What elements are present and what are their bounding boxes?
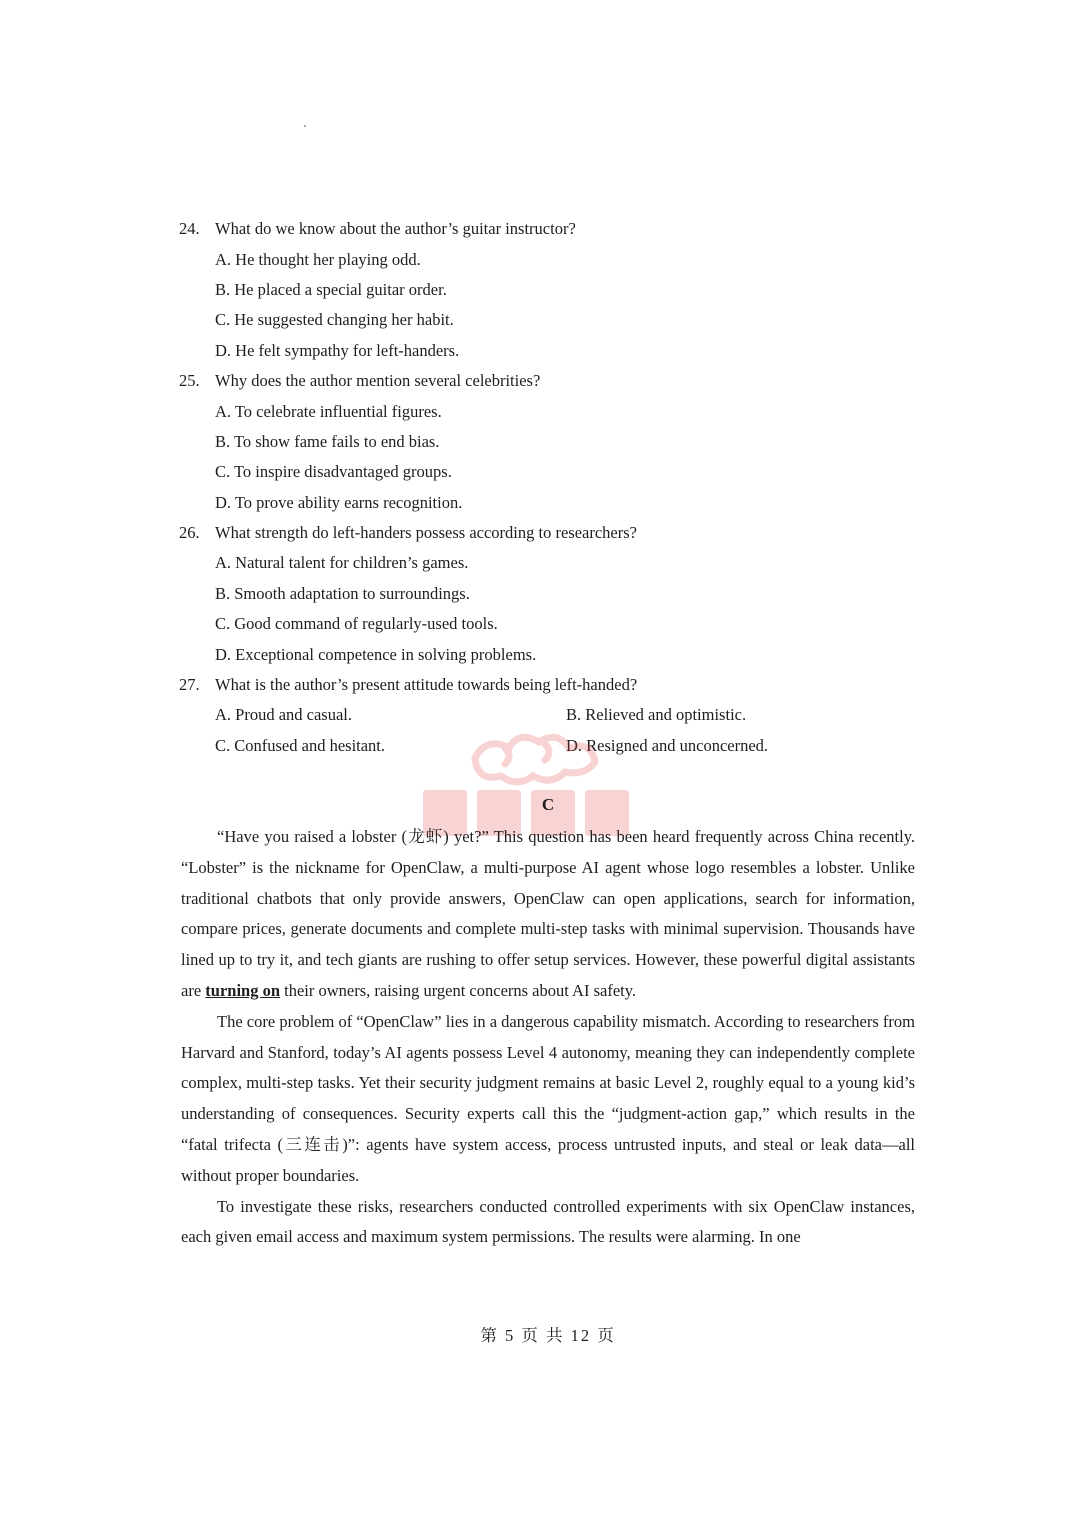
option-d: D. Resigned and unconcerned. <box>566 735 769 755</box>
question-stem <box>179 214 919 244</box>
question-27 <box>179 670 919 761</box>
option-d: D. He felt sympathy for left-handers. <box>215 340 460 360</box>
option-c: C. He suggested changing her habit. <box>215 310 454 330</box>
question-stem <box>179 366 919 396</box>
paragraph-3: To investigate these risks, researchers conducted controlled experiments with six OpenClaw instances, each given email access and maximum system permissions. The results were alarming. In one <box>181 1196 915 1247</box>
section-heading: C <box>541 795 555 814</box>
option-c: C. To inspire disadvantaged groups. <box>215 462 452 482</box>
paragraph-2: The core problem of “OpenClaw” lies in a dangerous capability mismatch. According to researchers from Harvard and Stanford, today’s AI agents possess Level 4 autonomy, meaning they can independently complete complex, multi-step tasks. Yet their security judgment remains at basic Level 2, roughly equal to a young kid’s understanding of consequences. Security experts call this the “judgment-action gap,” which results in the “fatal trifecta (三连击)”: agents have system access, process untrusted inputs, and steal or leak data—all without proper boundaries. <box>181 1011 915 1185</box>
paragraph-1-text: “Have you raised a lobster (龙虾) yet?” This question has been heard frequently across China recently. “Lobster” is the nickname for OpenClaw, a multi-purpose AI agent whose logo resembles a lobster. Unlike traditional chatbots that only provide answers, OpenClaw can open applications, search for information, compare prices, generate documents and complete multi-step tasks with minimal supervision. Thousands have lined up to try it, and tech giants are rushing to offer setup services. However, these powerful digital assistants are <box>181 827 915 1000</box>
highlighted-phrase: turning on <box>205 980 281 1000</box>
option-list <box>179 396 919 518</box>
option-b: B. Smooth adaptation to surroundings. <box>215 583 470 603</box>
scan-speck <box>304 125 306 127</box>
option-c: C. Good command of regularly-used tools. <box>215 614 498 634</box>
option-a: A. To celebrate influential figures. <box>215 401 442 421</box>
question-stem <box>179 670 919 700</box>
page-number-footer: 第 5 页 共 12 页 <box>480 1326 616 1345</box>
paragraph-1-text-end: their owners, raising urgent concerns about AI safety. <box>280 980 637 1000</box>
question-25 <box>179 366 919 518</box>
option-b: B. To show fame fails to end bias. <box>215 431 440 451</box>
option-grid <box>179 700 919 761</box>
question-text: What is the author’s present attitude towards being left-handed? <box>215 675 638 695</box>
question-number: 26. <box>179 523 200 543</box>
option-d: D. Exceptional competence in solving problems. <box>215 644 537 664</box>
question-number: 25. <box>179 371 200 391</box>
question-number: 27. <box>179 675 200 695</box>
question-text: Why does the author mention several celebrities? <box>215 371 541 391</box>
option-list <box>179 548 919 670</box>
question-number: 24. <box>179 219 200 239</box>
option-c: C. Confused and hesitant. <box>215 735 386 755</box>
option-list <box>179 244 919 366</box>
question-24 <box>179 214 919 366</box>
option-d: D. To prove ability earns recognition. <box>215 492 463 512</box>
option-a: A. Proud and casual. <box>215 705 353 725</box>
option-a: A. Natural talent for children’s games. <box>215 553 469 573</box>
question-26 <box>179 518 919 670</box>
question-text: What strength do left-handers possess according to researchers? <box>215 523 637 543</box>
option-b: B. Relieved and optimistic. <box>566 705 747 725</box>
question-list <box>179 214 919 761</box>
option-b: B. He placed a special guitar order. <box>215 279 447 299</box>
question-stem <box>179 518 919 548</box>
paragraph-1 <box>181 822 915 1007</box>
option-a: A. He thought her playing odd. <box>215 249 421 269</box>
reading-passage <box>181 822 915 1253</box>
question-text: What do we know about the author’s guitar instructor? <box>215 219 576 239</box>
